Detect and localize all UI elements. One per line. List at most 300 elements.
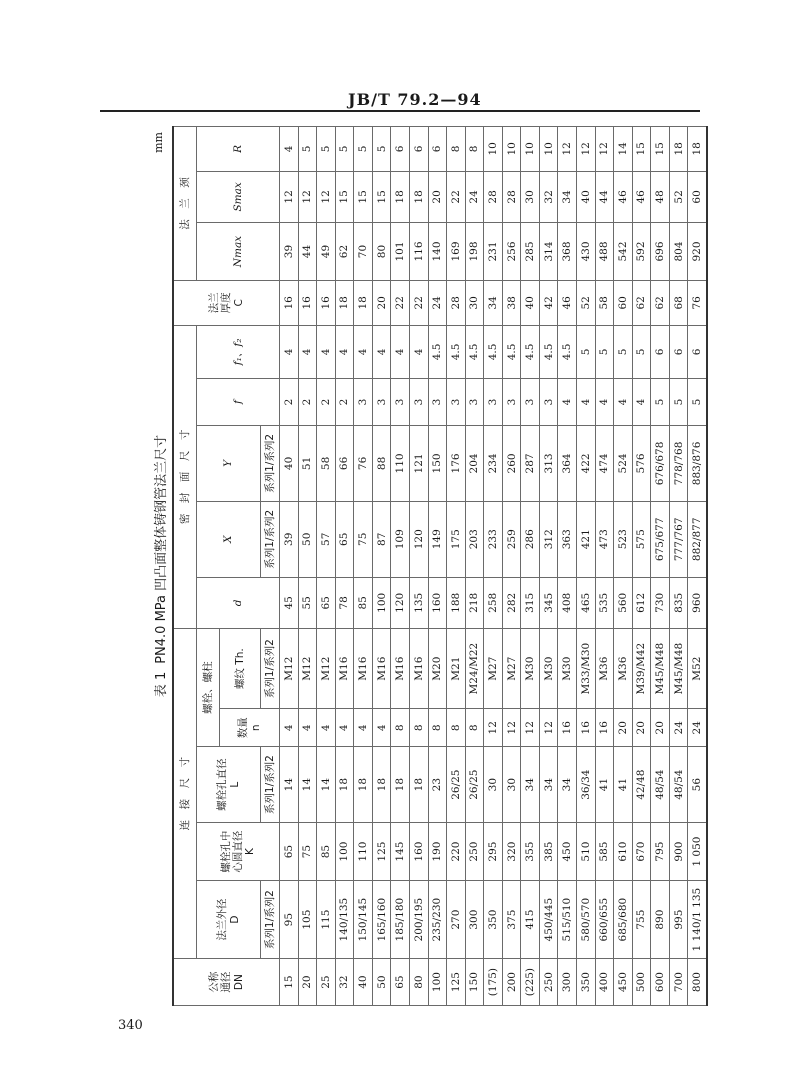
cell-d: 560 <box>614 577 633 628</box>
cell-c: 42 <box>539 281 558 326</box>
cell-f: 3 <box>354 379 373 426</box>
cell-d: 960 <box>688 577 707 628</box>
cell-n: 20 <box>632 709 651 747</box>
cell-k: 355 <box>521 823 540 881</box>
page-number: 340 <box>118 1018 143 1033</box>
header-f12: f₁、f₂ <box>197 325 280 379</box>
cell-th: M24/M22 <box>465 628 484 708</box>
cell-n: 16 <box>558 709 577 747</box>
cell-s: 40 <box>577 171 596 222</box>
cell-d: 45 <box>280 577 299 628</box>
header-K: 螺栓孔中 心圆直径 K <box>197 823 280 881</box>
cell-d: 188 <box>447 577 466 628</box>
cell-y: 110 <box>391 426 410 502</box>
cell-dn: 600 <box>651 959 670 1006</box>
cell-n: 12 <box>539 709 558 747</box>
cell-n: 488 <box>595 223 614 281</box>
header-Y-series: 系列1/系列2 <box>261 426 280 502</box>
cell-f: 2 <box>317 379 336 426</box>
cell-s: 44 <box>595 171 614 222</box>
table-row <box>614 127 633 1006</box>
cell-dn: 65 <box>391 959 410 1006</box>
page-header: JB/T 79.2—94 <box>348 90 482 109</box>
cell-f: 3 <box>484 379 503 426</box>
cell-y: 176 <box>447 426 466 502</box>
cell-x: 75 <box>354 501 373 577</box>
cell-n: 16 <box>595 709 614 747</box>
cell-f12: 4.5 <box>558 325 577 379</box>
table-row <box>428 127 447 1006</box>
cell-dn: 125 <box>447 959 466 1006</box>
cell-d: 535 <box>595 577 614 628</box>
cell-s: 46 <box>632 171 651 222</box>
header-d: d <box>197 577 280 628</box>
cell-x: 259 <box>502 501 521 577</box>
cell-f12: 5 <box>614 325 633 379</box>
cell-f12: 4.5 <box>539 325 558 379</box>
cell-n: 4 <box>298 709 317 747</box>
table-row <box>669 127 688 1006</box>
cell-k: 610 <box>614 823 633 881</box>
cell-d: 350 <box>484 881 503 959</box>
cell-f12: 4.5 <box>484 325 503 379</box>
cell-r: 10 <box>502 127 521 172</box>
cell-f: 3 <box>409 379 428 426</box>
cell-d: 408 <box>558 577 577 628</box>
cell-y: 260 <box>502 426 521 502</box>
header-D: 法兰外径 D <box>197 881 261 959</box>
cell-f12: 4 <box>391 325 410 379</box>
header-connect-group: 连 接 尺 寸 <box>173 628 197 958</box>
rotated-table-area <box>148 126 710 1006</box>
cell-n: 4 <box>372 709 391 747</box>
cell-th: M27 <box>502 628 521 708</box>
cell-f: 3 <box>539 379 558 426</box>
cell-f: 2 <box>280 379 299 426</box>
cell-th: M16 <box>335 628 354 708</box>
cell-n: 49 <box>317 223 336 281</box>
cell-r: 6 <box>428 127 447 172</box>
cell-n: 101 <box>391 223 410 281</box>
cell-x: 120 <box>409 501 428 577</box>
cell-c: 16 <box>298 281 317 326</box>
cell-y: 88 <box>372 426 391 502</box>
cell-r: 15 <box>651 127 670 172</box>
cell-n: 20 <box>651 709 670 747</box>
cell-n: 804 <box>669 223 688 281</box>
cell-f12: 4.5 <box>428 325 447 379</box>
cell-c: 40 <box>521 281 540 326</box>
cell-x: 286 <box>521 501 540 577</box>
cell-l: 36/34 <box>577 747 596 823</box>
table-title: PN4.0 MPa 凹凸面整体铸钢管法兰尺寸 <box>154 434 169 664</box>
cell-dn: 250 <box>539 959 558 1006</box>
cell-r: 5 <box>317 127 336 172</box>
table-body <box>280 127 708 1006</box>
cell-f12: 4.5 <box>465 325 484 379</box>
cell-s: 28 <box>484 171 503 222</box>
cell-r: 15 <box>632 127 651 172</box>
cell-y: 58 <box>317 426 336 502</box>
cell-l: 23 <box>428 747 447 823</box>
cell-x: 675/677 <box>651 501 670 577</box>
cell-s: 18 <box>391 171 410 222</box>
table-row <box>298 127 317 1006</box>
cell-dn: 800 <box>688 959 707 1006</box>
cell-n: 12 <box>521 709 540 747</box>
cell-d: 1 140/1 135 <box>688 881 707 959</box>
cell-dn: 450 <box>614 959 633 1006</box>
cell-f: 4 <box>595 379 614 426</box>
cell-f: 5 <box>669 379 688 426</box>
cell-f: 2 <box>335 379 354 426</box>
cell-n: 4 <box>280 709 299 747</box>
cell-f12: 5 <box>632 325 651 379</box>
cell-c: 18 <box>335 281 354 326</box>
cell-f: 3 <box>447 379 466 426</box>
cell-d: 730 <box>651 577 670 628</box>
cell-d: 315 <box>521 577 540 628</box>
cell-s: 28 <box>502 171 521 222</box>
cell-n: 24 <box>688 709 707 747</box>
cell-f12: 4.5 <box>447 325 466 379</box>
header-L: 螺栓孔直径 L <box>197 747 261 823</box>
header-X: X <box>197 501 261 577</box>
cell-x: 39 <box>280 501 299 577</box>
cell-f: 4 <box>577 379 596 426</box>
cell-l: 41 <box>614 747 633 823</box>
cell-c: 62 <box>651 281 670 326</box>
cell-s: 30 <box>521 171 540 222</box>
cell-d: 755 <box>632 881 651 959</box>
cell-d: 270 <box>447 881 466 959</box>
cell-x: 523 <box>614 501 633 577</box>
cell-th: M39/M42 <box>632 628 651 708</box>
cell-l: 18 <box>335 747 354 823</box>
cell-th: M12 <box>280 628 299 708</box>
cell-l: 41 <box>595 747 614 823</box>
table-row <box>521 127 540 1006</box>
cell-dn: 40 <box>354 959 373 1006</box>
cell-f: 4 <box>558 379 577 426</box>
cell-c: 46 <box>558 281 577 326</box>
header-bolt-group: 螺栓、螺柱 <box>197 628 220 746</box>
cell-l: 48/54 <box>669 747 688 823</box>
header-R: R <box>197 127 280 172</box>
header-dn: 公称 通径 DN <box>173 959 280 1006</box>
cell-d: 78 <box>335 577 354 628</box>
cell-n: 116 <box>409 223 428 281</box>
header-neck-group: 法 兰 颈 <box>173 127 197 281</box>
cell-th: M45/M48 <box>651 628 670 708</box>
cell-r: 8 <box>447 127 466 172</box>
cell-f: 3 <box>502 379 521 426</box>
cell-s: 48 <box>651 171 670 222</box>
cell-r: 10 <box>521 127 540 172</box>
cell-k: 795 <box>651 823 670 881</box>
cell-f12: 4 <box>280 325 299 379</box>
cell-l: 26/25 <box>447 747 466 823</box>
cell-k: 670 <box>632 823 651 881</box>
cell-x: 149 <box>428 501 447 577</box>
cell-f12: 5 <box>595 325 614 379</box>
cell-x: 87 <box>372 501 391 577</box>
cell-th: M30 <box>539 628 558 708</box>
header-seal-group: 密 封 面 尺 寸 <box>173 325 197 628</box>
cell-d: 160 <box>428 577 447 628</box>
table-row <box>577 127 596 1006</box>
table-row <box>409 127 428 1006</box>
cell-f12: 4.5 <box>502 325 521 379</box>
cell-dn: 15 <box>280 959 299 1006</box>
table-rotation-frame <box>148 126 710 1006</box>
cell-f: 2 <box>298 379 317 426</box>
cell-n: 140 <box>428 223 447 281</box>
cell-n: 8 <box>409 709 428 747</box>
cell-th: M30 <box>521 628 540 708</box>
cell-d: 515/510 <box>558 881 577 959</box>
flange-dimension-table <box>172 126 708 1006</box>
cell-f12: 4 <box>298 325 317 379</box>
cell-n: 285 <box>521 223 540 281</box>
cell-f12: 6 <box>669 325 688 379</box>
unit-label: mm <box>152 132 165 153</box>
cell-y: 76 <box>354 426 373 502</box>
cell-dn: 300 <box>558 959 577 1006</box>
cell-r: 5 <box>298 127 317 172</box>
header-f: f <box>197 379 280 426</box>
cell-y: 234 <box>484 426 503 502</box>
cell-l: 34 <box>558 747 577 823</box>
cell-y: 474 <box>595 426 614 502</box>
cell-x: 421 <box>577 501 596 577</box>
cell-n: 24 <box>669 709 688 747</box>
cell-k: 110 <box>354 823 373 881</box>
cell-f: 3 <box>465 379 484 426</box>
table-number: 表 1 <box>154 671 169 698</box>
cell-d: 835 <box>669 577 688 628</box>
cell-dn: 25 <box>317 959 336 1006</box>
cell-n: 169 <box>447 223 466 281</box>
cell-c: 28 <box>447 281 466 326</box>
cell-th: M30 <box>558 628 577 708</box>
cell-th: M36 <box>614 628 633 708</box>
header-D-series: 系列1/系列2 <box>261 881 280 959</box>
cell-r: 10 <box>539 127 558 172</box>
table-row <box>280 127 299 1006</box>
cell-l: 18 <box>354 747 373 823</box>
cell-k: 320 <box>502 823 521 881</box>
cell-f12: 6 <box>688 325 707 379</box>
table-row <box>447 127 466 1006</box>
cell-s: 12 <box>298 171 317 222</box>
cell-k: 100 <box>335 823 354 881</box>
cell-d: 150/145 <box>354 881 373 959</box>
cell-s: 15 <box>372 171 391 222</box>
cell-th: M12 <box>298 628 317 708</box>
cell-k: 145 <box>391 823 410 881</box>
cell-dn: (175) <box>484 959 503 1006</box>
cell-d: 120 <box>391 577 410 628</box>
cell-th: M16 <box>372 628 391 708</box>
cell-dn: 80 <box>409 959 428 1006</box>
table-row <box>539 127 558 1006</box>
cell-th: M36 <box>595 628 614 708</box>
cell-c: 68 <box>669 281 688 326</box>
cell-d: 100 <box>372 577 391 628</box>
cell-x: 575 <box>632 501 651 577</box>
cell-r: 18 <box>669 127 688 172</box>
cell-d: 995 <box>669 881 688 959</box>
cell-x: 57 <box>317 501 336 577</box>
cell-y: 204 <box>465 426 484 502</box>
cell-s: 34 <box>558 171 577 222</box>
cell-k: 585 <box>595 823 614 881</box>
table-row <box>317 127 336 1006</box>
cell-c: 20 <box>372 281 391 326</box>
cell-y: 576 <box>632 426 651 502</box>
cell-n: 231 <box>484 223 503 281</box>
cell-s: 18 <box>409 171 428 222</box>
cell-dn: 400 <box>595 959 614 1006</box>
cell-k: 295 <box>484 823 503 881</box>
cell-f: 5 <box>651 379 670 426</box>
cell-dn: 100 <box>428 959 447 1006</box>
cell-d: 300 <box>465 881 484 959</box>
table-row <box>595 127 614 1006</box>
cell-y: 883/876 <box>688 426 707 502</box>
cell-r: 5 <box>335 127 354 172</box>
cell-th: M33/M30 <box>577 628 596 708</box>
cell-l: 42/48 <box>632 747 651 823</box>
header-thread: 螺纹 Th. <box>220 628 261 708</box>
cell-l: 34 <box>521 747 540 823</box>
cell-x: 50 <box>298 501 317 577</box>
cell-k: 1 050 <box>688 823 707 881</box>
cell-dn: 500 <box>632 959 651 1006</box>
cell-c: 62 <box>632 281 651 326</box>
cell-d: 165/160 <box>372 881 391 959</box>
cell-s: 32 <box>539 171 558 222</box>
cell-n: 592 <box>632 223 651 281</box>
cell-y: 778/768 <box>669 426 688 502</box>
cell-d: 185/180 <box>391 881 410 959</box>
cell-y: 313 <box>539 426 558 502</box>
cell-l: 18 <box>391 747 410 823</box>
flange-table <box>172 126 708 1006</box>
header-Nmax: Nmax <box>197 223 280 281</box>
cell-r: 6 <box>409 127 428 172</box>
cell-x: 203 <box>465 501 484 577</box>
cell-r: 4 <box>280 127 299 172</box>
cell-d: 135 <box>409 577 428 628</box>
cell-dn: 200 <box>502 959 521 1006</box>
cell-d: 65 <box>317 577 336 628</box>
cell-x: 363 <box>558 501 577 577</box>
cell-x: 312 <box>539 501 558 577</box>
cell-x: 233 <box>484 501 503 577</box>
cell-s: 46 <box>614 171 633 222</box>
table-row <box>335 127 354 1006</box>
cell-c: 18 <box>354 281 373 326</box>
cell-f12: 4.5 <box>521 325 540 379</box>
cell-d: 415 <box>521 881 540 959</box>
cell-k: 160 <box>409 823 428 881</box>
cell-c: 22 <box>391 281 410 326</box>
cell-c: 16 <box>280 281 299 326</box>
cell-th: M45/M48 <box>669 628 688 708</box>
table-row <box>651 127 670 1006</box>
cell-k: 125 <box>372 823 391 881</box>
cell-n: 62 <box>335 223 354 281</box>
cell-y: 364 <box>558 426 577 502</box>
cell-d: 115 <box>317 881 336 959</box>
cell-d: 105 <box>298 881 317 959</box>
header-flange-thickness: 法兰 厚度 C <box>173 281 280 326</box>
cell-n: 314 <box>539 223 558 281</box>
header-Y: Y <box>197 426 261 502</box>
cell-d: 218 <box>465 577 484 628</box>
cell-f12: 4 <box>335 325 354 379</box>
cell-d: 258 <box>484 577 503 628</box>
cell-n: 542 <box>614 223 633 281</box>
cell-x: 65 <box>335 501 354 577</box>
cell-d: 95 <box>280 881 299 959</box>
cell-k: 450 <box>558 823 577 881</box>
cell-n: 39 <box>280 223 299 281</box>
cell-s: 22 <box>447 171 466 222</box>
cell-f: 3 <box>372 379 391 426</box>
cell-s: 24 <box>465 171 484 222</box>
cell-f12: 4 <box>354 325 373 379</box>
cell-n: 920 <box>688 223 707 281</box>
cell-f12: 5 <box>577 325 596 379</box>
cell-d: 660/655 <box>595 881 614 959</box>
cell-d: 890 <box>651 881 670 959</box>
cell-r: 12 <box>595 127 614 172</box>
cell-f: 4 <box>632 379 651 426</box>
cell-n: 430 <box>577 223 596 281</box>
cell-r: 10 <box>484 127 503 172</box>
cell-l: 56 <box>688 747 707 823</box>
cell-dn: 50 <box>372 959 391 1006</box>
cell-d: 282 <box>502 577 521 628</box>
cell-th: M20 <box>428 628 447 708</box>
cell-y: 51 <box>298 426 317 502</box>
table-row <box>558 127 577 1006</box>
cell-c: 34 <box>484 281 503 326</box>
header-rule <box>100 110 700 112</box>
cell-f12: 4 <box>409 325 428 379</box>
cell-n: 8 <box>465 709 484 747</box>
table-row <box>465 127 484 1006</box>
header-Smax: Smax <box>197 171 280 222</box>
cell-s: 15 <box>335 171 354 222</box>
cell-th: M21 <box>447 628 466 708</box>
cell-s: 12 <box>317 171 336 222</box>
cell-c: 38 <box>502 281 521 326</box>
cell-k: 85 <box>317 823 336 881</box>
cell-r: 5 <box>372 127 391 172</box>
cell-n: 696 <box>651 223 670 281</box>
table-caption <box>150 126 169 1006</box>
cell-c: 60 <box>614 281 633 326</box>
cell-d: 580/570 <box>577 881 596 959</box>
cell-y: 524 <box>614 426 633 502</box>
cell-x: 473 <box>595 501 614 577</box>
cell-s: 12 <box>280 171 299 222</box>
cell-l: 26/25 <box>465 747 484 823</box>
